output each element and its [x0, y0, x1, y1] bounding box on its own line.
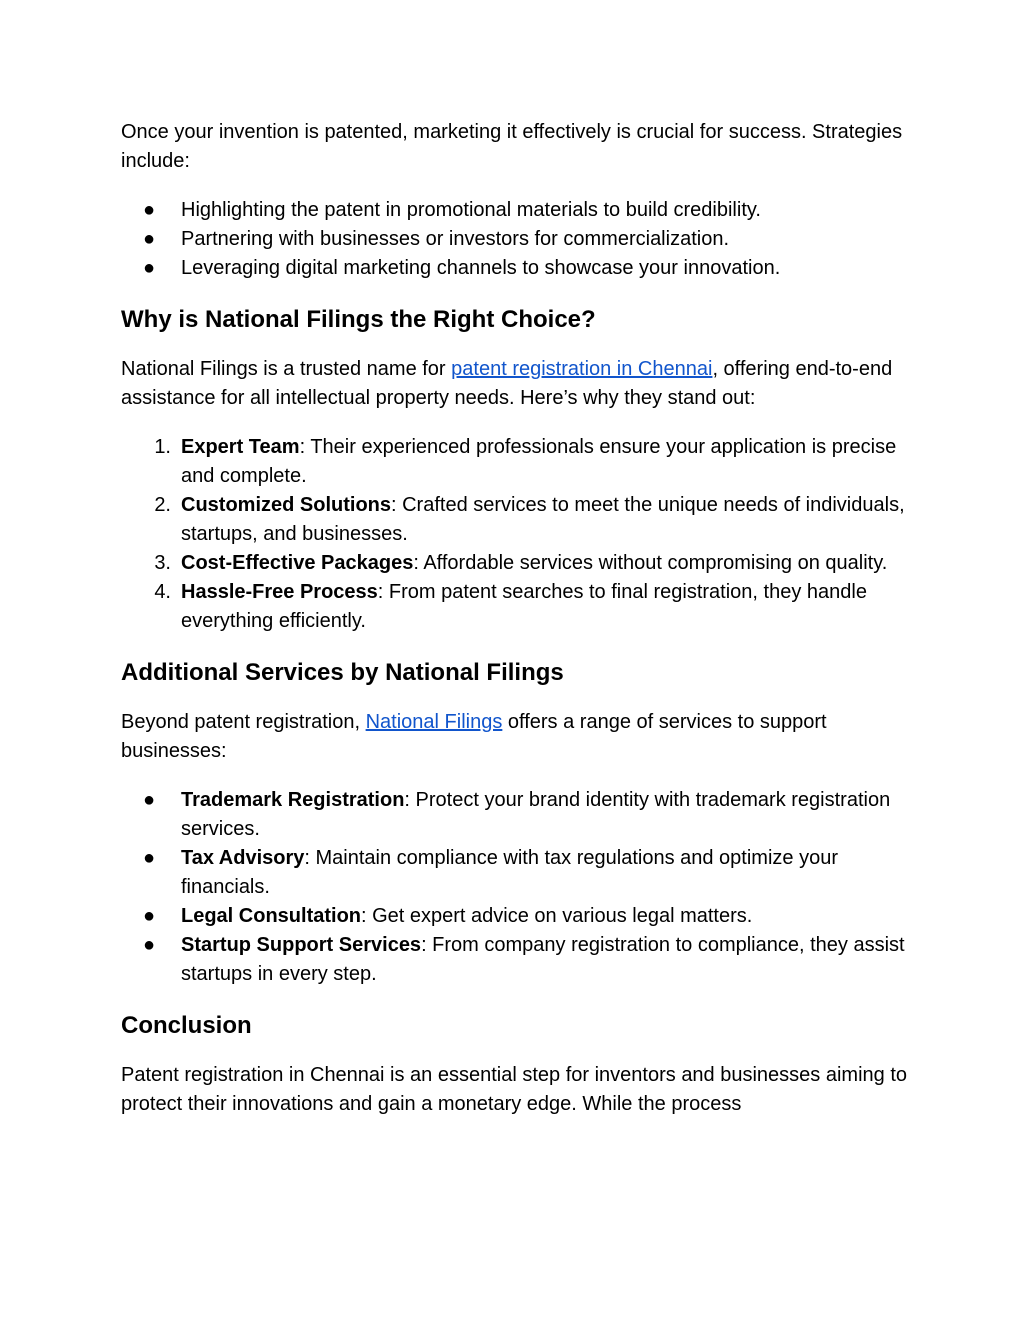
list-item: 2. Customized Solutions: Crafted services to meet the unique needs of individuals, startups, and businesses. [121, 491, 911, 549]
section-heading-conclusion: Conclusion [121, 1012, 252, 1039]
bullet-icon: ● [143, 228, 156, 250]
list-number: 1. [154, 436, 171, 458]
bullet-icon: ● [143, 257, 156, 279]
marketing-strategies-list [121, 196, 911, 283]
list-number: 3. [154, 552, 171, 574]
additional-paragraph: Beyond patent registration, National Filings offers a range of services to support businesses: [121, 711, 827, 762]
list-item: ● Startup Support Services: From company registration to compliance, they assist startups in every step. [121, 931, 911, 989]
list-item: ● Leveraging digital marketing channels to showcase your innovation. [121, 254, 911, 283]
services-list [121, 786, 911, 989]
reasons-list [121, 433, 911, 636]
list-item: ● Partnering with businesses or investors for commercialization. [121, 225, 911, 254]
document-page [121, 118, 911, 1119]
list-number: 2. [154, 494, 171, 516]
section-heading-additional: Additional Services by National Filings [121, 659, 564, 686]
intro-paragraph: Once your invention is patented, marketing it effectively is crucial for success. Strategies include: [121, 121, 903, 172]
why-paragraph: National Filings is a trusted name for patent registration in Chennai, offering end-to-end assistance for all intellectual property needs. Here’s why they stand out: [121, 358, 893, 409]
list-item: ● Legal Consultation: Get expert advice on various legal matters. [121, 902, 911, 931]
bullet-icon: ● [143, 905, 156, 927]
list-item: ● Highlighting the patent in promotional materials to build credibility. [121, 196, 911, 225]
section-heading-why: Why is National Filings the Right Choice? [121, 306, 596, 333]
bullet-icon: ● [143, 847, 156, 869]
list-item: ● Trademark Registration: Protect your brand identity with trademark registration services. [121, 786, 911, 844]
list-item: 3. Cost-Effective Packages: Affordable services without compromising on quality. [121, 549, 911, 578]
list-item: 4. Hassle-Free Process: From patent searches to final registration, they handle everything efficiently. [121, 578, 911, 636]
list-number: 4. [154, 581, 171, 603]
patent-registration-link[interactable]: patent registration in Chennai [451, 358, 713, 380]
bullet-icon: ● [143, 934, 156, 956]
bullet-icon: ● [143, 789, 156, 811]
national-filings-link[interactable]: National Filings [365, 711, 503, 733]
conclusion-paragraph: Patent registration in Chennai is an essential step for inventors and businesses aiming to protect their innovations and gain a monetary edge. While the process [121, 1064, 908, 1115]
list-item: 1. Expert Team: Their experienced professionals ensure your application is precise and complete. [121, 433, 911, 491]
bullet-icon: ● [143, 199, 156, 221]
list-item: ● Tax Advisory: Maintain compliance with tax regulations and optimize your financials. [121, 844, 911, 902]
